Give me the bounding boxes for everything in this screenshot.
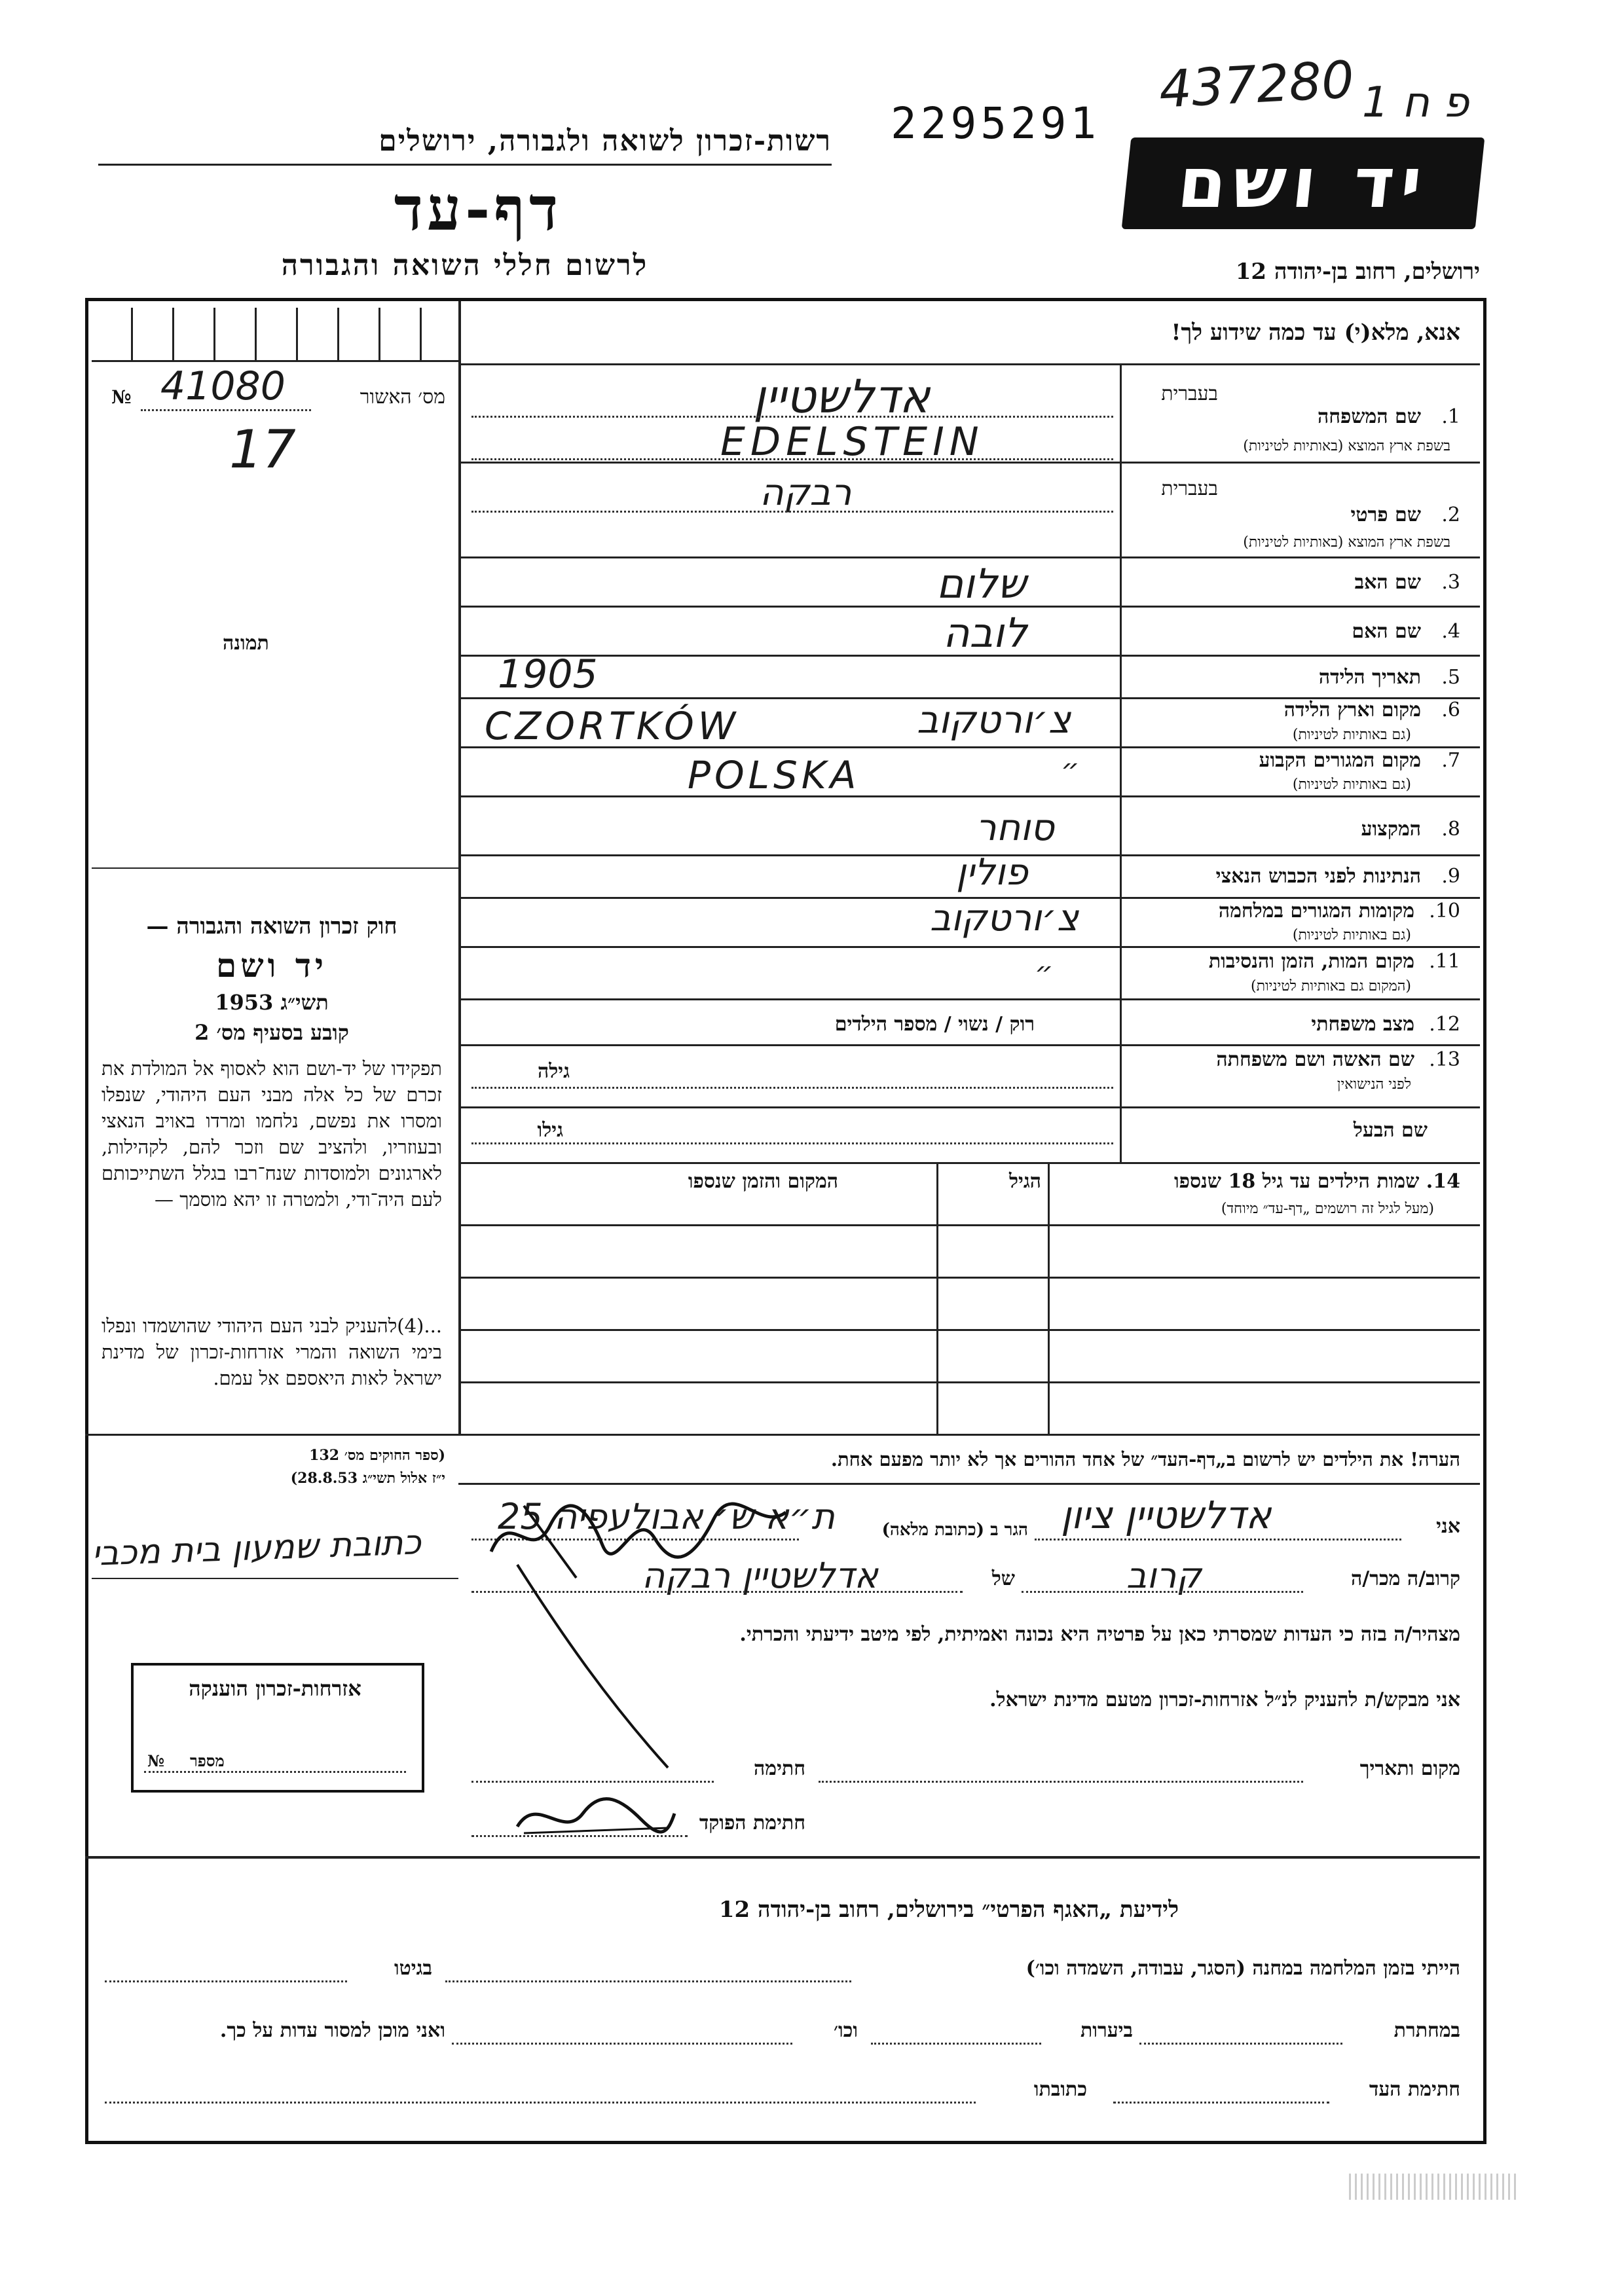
bottom-underground: במחתרת xyxy=(1393,2019,1460,2042)
authority-line: רשות-זכרון לשואה ולגבורה, ירושלים xyxy=(378,124,832,158)
bottom-ghetto-fill xyxy=(105,1980,347,1982)
bottom-ghetto: בגיטו xyxy=(394,1957,432,1980)
instruction-rule xyxy=(458,363,1480,365)
field-6-label: מקום וארץ הלידה xyxy=(1283,699,1421,721)
bottom-etc: וכו׳ xyxy=(834,2019,858,2042)
instruction: אנא, מלא(י) עד כמה שידוע לך! xyxy=(1171,319,1460,346)
field-13-num: 13. xyxy=(1429,1048,1460,1071)
field-4-label: שם האם xyxy=(1352,620,1421,643)
children-row xyxy=(458,1381,1480,1383)
field-7-sub: (גם באותיות לטיניות) xyxy=(1292,776,1411,793)
field-3-value: שלום xyxy=(936,560,1027,608)
field-1-label: שם המשפחה xyxy=(1317,405,1421,428)
field-10-sub: (גם באותיות לטיניות) xyxy=(1292,927,1411,943)
bottom-title: לידיעת „האגף הפרטי״ בירושלים, רחוב בן-יהודה 12 xyxy=(718,1897,1179,1923)
children-row xyxy=(458,1277,1480,1279)
decl-request: אני מבקש/ת להעניק לנ״ל אזרחות-זכרון מטעם מדינת ישראל. xyxy=(989,1688,1460,1711)
citizenship-box-number: מספר xyxy=(190,1751,225,1770)
field-11-sub: (המקום גם באותיות לטיניות) xyxy=(1251,978,1411,994)
law-title: חוק זכרון השואה והגבורה — xyxy=(146,913,397,939)
decl-of-label: של xyxy=(991,1567,1015,1590)
doc-number-handwritten: 437280 xyxy=(1157,50,1356,120)
field-13-line xyxy=(471,1087,1113,1089)
bottom-forests-fill xyxy=(871,2043,1041,2045)
field-9-num: 9. xyxy=(1441,865,1460,888)
row-sep xyxy=(458,1106,1480,1108)
children-place-col: המקום והזמן שנספו xyxy=(688,1170,838,1193)
field-6-sub: (גם באותיות לטיניות) xyxy=(1292,727,1411,743)
bottom-line1: הייתי בזמן המלחמה במחנה (הסגר, עבודה, השמדה וכו׳) xyxy=(1025,1957,1460,1980)
field-12-value: רוק / נשוי / מספר הילדים xyxy=(834,1013,1035,1036)
approval-label: מס׳ האשור xyxy=(360,386,445,409)
husband-line xyxy=(471,1142,1113,1144)
top-boxes xyxy=(92,308,458,362)
field-13-label: שם האשה ושם משפחתה xyxy=(1216,1048,1414,1071)
field-1-value-latin: EDELSTEIN xyxy=(720,419,984,465)
children-row xyxy=(458,1329,1480,1331)
diagonal-stroke xyxy=(511,1558,681,1774)
photo-label: תמונה xyxy=(223,632,269,655)
scan-noise xyxy=(1349,2174,1519,2200)
field-11-ditto: ״ xyxy=(1035,956,1054,989)
decl-statement: מצהיר/ה בזה כי העדות שמסרתי כאן על פרטיה היא נכונה ואמיתית, לפי מיטב ידיעתי והכרתי. xyxy=(739,1623,1460,1646)
decl-of-name: אדלשטיין רבקה xyxy=(642,1555,878,1596)
row-sep xyxy=(458,1162,1480,1164)
field-1-line2 xyxy=(471,458,1113,460)
field-13-sub: לפני הנישואין xyxy=(1337,1076,1411,1093)
field-12-label: מצב משפחתי xyxy=(1311,1013,1414,1036)
field-7-ditto: ״ xyxy=(1061,753,1080,786)
side-note: כתובת שמעון בית מכבי xyxy=(91,1523,422,1574)
field-4-num: 4. xyxy=(1441,620,1460,643)
row-sep xyxy=(458,998,1480,1000)
field-9-value: פולין xyxy=(956,851,1028,894)
approval-no-sign: № xyxy=(111,386,132,408)
field-10-label: מקומות המגורים במלחמה xyxy=(1218,900,1414,922)
field-7-label: מקום המגורים הקבוע xyxy=(1259,749,1421,772)
field-2-label: שם פרטי xyxy=(1350,503,1421,526)
field-4-value: לובה xyxy=(943,609,1027,657)
bottom-etc-fill xyxy=(452,2043,792,2045)
bottom-witness-sig-fill xyxy=(1113,2102,1329,2104)
children-col-sep xyxy=(1048,1162,1050,1434)
doc-number-typed: 2295291 xyxy=(891,98,1101,149)
children-age-col: הגיל xyxy=(1008,1170,1041,1193)
yad-vashem-logo xyxy=(1122,137,1485,229)
field-3-num: 3. xyxy=(1441,571,1460,594)
field-6-value-latin: CZORTKÓW xyxy=(485,704,740,748)
field-5-value: 1905 xyxy=(498,651,598,697)
field-8-value: סוחר xyxy=(976,807,1054,849)
law-top-rule xyxy=(92,867,458,869)
decl-relative-label: קרוב/ה מכר/ה xyxy=(1351,1567,1460,1590)
field-2-value: רבקה xyxy=(760,471,852,514)
field-2-lang: בעברית xyxy=(1161,477,1218,500)
row-sep xyxy=(458,1044,1480,1046)
field-1-line xyxy=(471,416,1113,418)
field-8-num: 8. xyxy=(1441,818,1460,841)
field-7-value-latin: POLSKA xyxy=(688,753,860,797)
law-name: יד ושם xyxy=(216,946,327,985)
citizenship-box-no: № xyxy=(147,1751,165,1770)
approval-extra: 17 xyxy=(229,419,296,480)
decl-name-line xyxy=(1035,1539,1401,1540)
field-13-age-label: גילה xyxy=(537,1060,570,1083)
approval-underline xyxy=(141,409,311,411)
law-ref-2: י״ז אלול תשי״ג 28.8.53) xyxy=(290,1470,445,1487)
row-sep xyxy=(458,556,1480,558)
field-10-num: 10. xyxy=(1429,900,1460,922)
decl-witness-name: אדלשטיין ציון xyxy=(1061,1493,1272,1537)
form-subtitle: לרשום חללי השואה והגבורה xyxy=(281,249,649,282)
decl-residing-label: הגר ב (כתובת מלאה) xyxy=(881,1520,1028,1540)
children-label: 14. שמות הילדים עד גיל 18 שנספו xyxy=(1173,1170,1460,1193)
field-11-label: מקום המות, הזמן והנסיבות xyxy=(1208,950,1414,973)
officer-signature xyxy=(511,1787,681,1846)
field-2-sub: בשפת ארץ המוצא (באותיות לטיניות) xyxy=(1243,534,1450,551)
header-rule xyxy=(98,164,832,166)
field-2-num: 2. xyxy=(1441,503,1460,526)
field-10-value: צ׳ורטקוב xyxy=(930,897,1079,939)
handwritten-marks: פ ח 1 xyxy=(1362,79,1469,127)
field-1-lang: בעברית xyxy=(1161,382,1218,405)
note: הערה! את הילדים יש לרשום ב„דף-העד״ של אחד ההורים אך לא יותר מפעם אחת. xyxy=(830,1448,1460,1470)
field-11-num: 11. xyxy=(1429,950,1460,973)
bottom-ready: ואני מוכן למסור עדות על כך. xyxy=(219,2019,445,2042)
logo-text: יד ושם xyxy=(1174,143,1433,223)
law-body: תפקידו של יד-ושם הוא לאסוף אל המולדת את זכרם של כל אלה מבני העם היהודי, שנפלו ומסרו את נפשם, נלחמו ומרדו באויב הנאצי ובעוזריו, ולהציב שם וזכר להם, לקהילות, לארגונים ולמוסדות שנח־רבו בגלל השתייכותם לעם היה־ודי, ולמטרה זו יהא מוסמך — xyxy=(101,1057,442,1211)
field-7-num: 7. xyxy=(1441,749,1460,772)
law-ref: (ספר החוקים מס׳ 132 xyxy=(309,1447,445,1464)
decl-relation: קרוב xyxy=(1126,1555,1202,1596)
field-5-label: תאריך הלידה xyxy=(1318,666,1421,689)
children-sub: (מעל לגיל זה רושמים „דף-עד״ מיוחד) xyxy=(1221,1201,1434,1217)
children-col-sep xyxy=(936,1162,938,1434)
side-note-underline xyxy=(92,1578,458,1579)
decl-i-label: אני xyxy=(1436,1515,1460,1538)
bottom-address: כתובתו xyxy=(1033,2078,1087,2101)
approval-value: 41080 xyxy=(160,363,286,409)
law-year: תשי״ג 1953 xyxy=(215,990,329,1015)
field-3-label: שם האב xyxy=(1354,571,1421,594)
bottom-forests: ביערות xyxy=(1080,2019,1133,2042)
column-divider xyxy=(458,301,461,1434)
field-12-num: 12. xyxy=(1429,1013,1460,1036)
decl-address: ת״א ש׳ אבולעפיה 25 xyxy=(498,1496,835,1537)
bottom-address-fill xyxy=(105,2102,976,2104)
law-clause: קובע בסעיף מס׳ 2 xyxy=(194,1020,349,1045)
decl-place-date-line xyxy=(819,1781,1303,1783)
field-1-value: אדלשטיין xyxy=(753,370,931,424)
husband-age-label: גילו xyxy=(537,1119,563,1142)
citizenship-box-line xyxy=(144,1771,406,1773)
husband-label: שם הבעל xyxy=(1353,1119,1428,1142)
field-5-num: 5. xyxy=(1441,666,1460,689)
field-1-sub: בשפת ארץ המוצא (באותיות לטיניות) xyxy=(1243,438,1450,454)
citizenship-box-title: אזרחות-זכרון הוענקה xyxy=(189,1676,361,1701)
field-9-label: הנתינות לפני הכבוש הנאצי xyxy=(1215,865,1421,888)
decl-signature-line xyxy=(471,1781,714,1783)
decl-officer-label: חתימת הפוקד xyxy=(699,1812,805,1834)
law-body-2: ...(4)להעניק לבני העם היהודי שהושמדו ונפלו בימי השואה והמרי אזרחות-זכרון של מדינת ישראל לאות היאספם אל עמם. xyxy=(101,1315,442,1389)
children-row xyxy=(458,1224,1480,1226)
bottom-witness-sig: חתימת העד xyxy=(1369,2078,1460,2101)
decl-signature-label: חתימה xyxy=(754,1757,805,1780)
decl-place-date-label: מקום ותאריך xyxy=(1359,1757,1460,1780)
address-line: ירושלים, רחוב בן-יהודה 12 xyxy=(1235,259,1480,285)
field-2-line xyxy=(471,511,1113,513)
bottom-underground-fill xyxy=(1139,2043,1342,2045)
field-1-num: 1. xyxy=(1441,405,1460,428)
field-6-value: צ׳ורטקוב xyxy=(917,697,1071,742)
field-8-label: המקצוע xyxy=(1361,818,1421,841)
label-divider xyxy=(1120,363,1122,1162)
bottom-line1-fill xyxy=(445,1980,851,1982)
decl-relation-line xyxy=(1022,1591,1303,1593)
form-title: דף-עד xyxy=(394,173,563,244)
field-6-num: 6. xyxy=(1441,699,1460,721)
bottom-section-rule xyxy=(85,1856,1480,1859)
